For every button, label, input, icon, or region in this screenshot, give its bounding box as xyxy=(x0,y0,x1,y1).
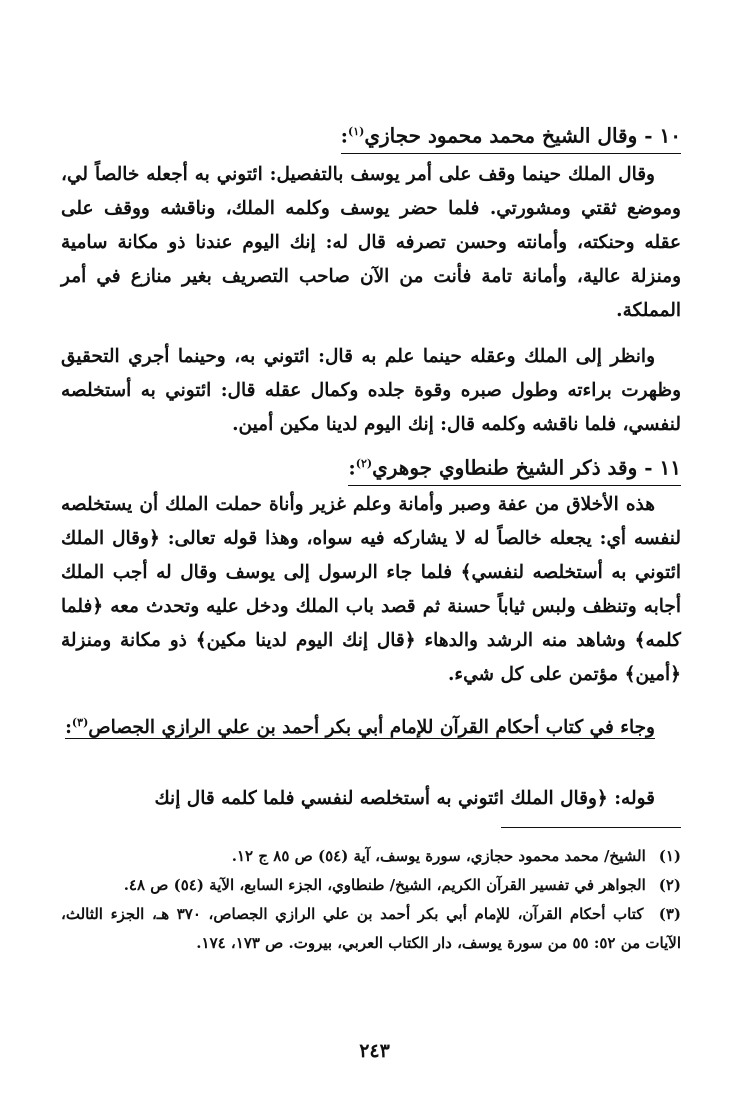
section-10-paragraph-2-text: وانظر إلى الملك وعقله حينما علم به قال: ائتوني به، وحينما أجري التحقيق وظهرت براءته وطول صبره وقوة جلده وكمال عقله قال: ائتوني به أستخلصه لنفسي، فلما ناقشه وكلمه قال: إنك اليوم لدينا مكين أمين. xyxy=(61,346,681,435)
section-10-heading-underline xyxy=(341,118,681,154)
section-11-heading-underline xyxy=(348,450,681,486)
footnote-1-number: (١) xyxy=(658,847,681,865)
section-12-intro-underline xyxy=(65,717,655,739)
footnote-3-number: (٣) xyxy=(658,905,682,923)
section-10-paragraph-1 xyxy=(61,158,681,328)
section-11-heading-colon: : xyxy=(348,455,356,480)
section-12-intro-colon: : xyxy=(65,717,72,739)
footnote-3 xyxy=(61,900,681,958)
footnote-ref-2[interactable]: (٢) xyxy=(355,457,373,470)
page-number: ٢٤٣ xyxy=(359,1040,390,1062)
footnote-2 xyxy=(61,871,681,900)
section-10-heading xyxy=(341,118,681,154)
footnote-1-text: الشيخ/ محمد محمود حجازي، سورة يوسف، آية (٥٤) ص ٨٥ ج ١٢. xyxy=(231,847,646,865)
footnote-1 xyxy=(61,842,681,871)
section-10-heading-colon: : xyxy=(340,123,348,148)
footnotes xyxy=(61,842,681,958)
footnote-ref-3[interactable]: (٣) xyxy=(71,716,89,729)
section-11-heading-text: ١١ - وقد ذكر الشيخ طنطاوي جوهري xyxy=(372,455,681,480)
section-12-quote-text: قوله: ﴿وقال الملك ائتوني به أستخلصه لنفسي فلما كلمه قال إنك xyxy=(154,788,655,809)
section-12-intro-text: وجاء في كتاب أحكام القرآن للإمام أبي بكر أحمد بن علي الرازي الجصاص xyxy=(88,717,655,739)
section-10-paragraph-1-text: وقال الملك حينما وقف على أمر يوسف بالتفصيل: ائتوني به أجعله خالصاً لي، وموضع ثقتي ومشورتي. فلما حضر يوسف وكلمه الملك، وناقشه ووقف على عقله وحنكته، وأمانته وحسن تصرفه قال له: إنك اليوم عندنا ذو مكانة سامية ومنزلة عالية، وأمانة تامة فأنت من الآن صاحب التصريف بغير منازع في أمر المملكة. xyxy=(61,164,681,321)
section-11-paragraph-text: هذه الأخلاق من عفة وصبر وأمانة وعلم غزير وأناة حملت الملك أن يستخلصه لنفسه أي: يجعله خالصاً له لا يشاركه فيه سواه، وهذا قوله تعالى: ﴿وقال الملك ائتوني به أستخلصه لنفسي﴾ فلما جاء الرسول إلى يوسف وقال له أجب الملك أجابه وتنظف ولبس ثياباً حسنة ثم قصد باب الملك ودخل عليه وتحدث معه ﴿فلما كلمه﴾ وشاهد منه الرشد والدهاء ﴿قال إنك اليوم لدينا مكين﴾ ذو مكانة ومنزلة ﴿أمين﴾ مؤتمن على كل شيء. xyxy=(61,494,681,685)
section-10-heading-text: ١٠ - وقال الشيخ محمد محمود حجازي xyxy=(364,123,681,148)
footnote-2-number: (٢) xyxy=(658,876,681,894)
footnote-separator xyxy=(501,827,681,828)
section-11-paragraph xyxy=(61,488,681,692)
footnote-3-text: كتاب أحكام القرآن، للإمام أبي بكر أحمد بن علي الرازي الجصاص، ٣٧٠ هـ، الجزء الثالث، الآيات من ٥٢: ٥٥ من سورة يوسف، دار الكتاب العربي، بيروت. ص ١٧٣، ١٧٤. xyxy=(61,905,681,952)
footnote-2-text: الجواهر في تفسير القرآن الكريم، الشيخ/ طنطاوي، الجزء السابع، الآية (٥٤) ص ٤٨. xyxy=(123,876,646,894)
section-11-heading xyxy=(348,450,681,486)
section-12-quote xyxy=(61,782,681,816)
section-12-intro xyxy=(61,706,681,745)
section-10-paragraph-2 xyxy=(61,340,681,442)
footnote-ref-1[interactable]: (١) xyxy=(348,125,365,138)
